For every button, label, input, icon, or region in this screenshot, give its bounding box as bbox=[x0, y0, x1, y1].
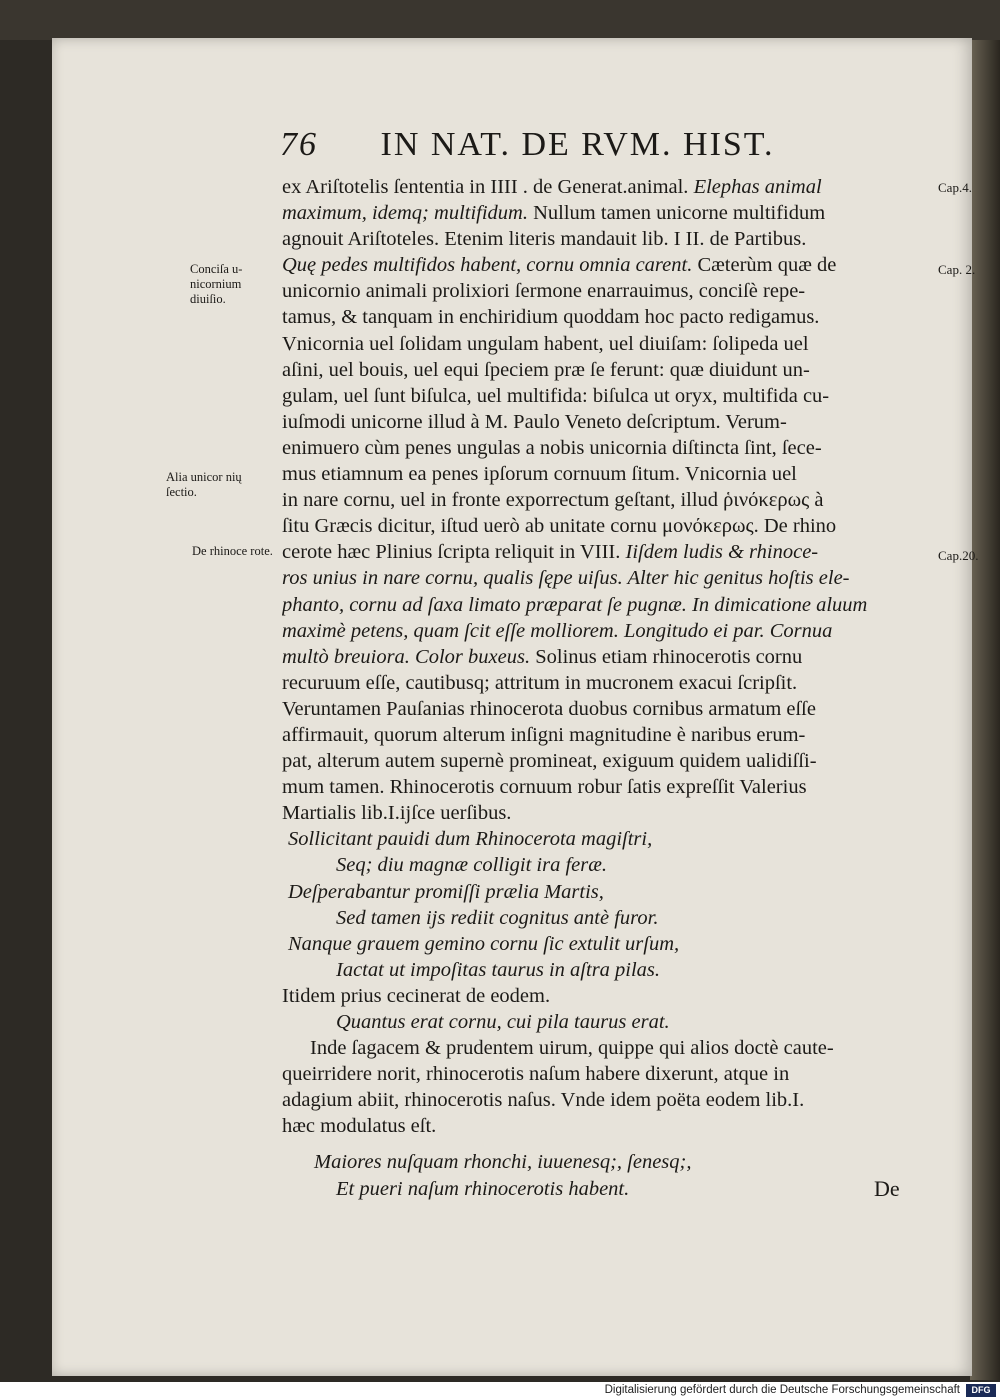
verse-line bbox=[282, 957, 930, 983]
text-line bbox=[282, 304, 930, 330]
roman-text: queirridere norit, rhinocerotis naſum habere dixerunt, atque in bbox=[282, 1063, 790, 1086]
roman-text: mum tamen. Rhinocerotis cornuum robur ſatis expreſſit Valerius bbox=[282, 776, 807, 799]
roman-text: pat, alterum autem supernè promineat, exiguum quidem ualidiſſi- bbox=[282, 750, 817, 773]
roman-text: unicornio animali prolixiori ſermone enarrauimus, conciſè repe- bbox=[282, 280, 806, 303]
text-line bbox=[282, 983, 930, 1009]
verse-text: Deſperabantur promiſſi prælia Martis, bbox=[288, 880, 604, 903]
text-line bbox=[282, 409, 930, 435]
roman-text: Inde ſagacem & prudentem uirum, quippe qui alios doctè caute- bbox=[310, 1037, 834, 1060]
italic-text: ros unius in nare cornu, qualis ſępe uiſus. Alter hic genitus hoſtis ele- bbox=[282, 567, 850, 590]
text-line bbox=[282, 513, 930, 539]
roman-text: ſitu Græcis dicitur, iſtud uerò ab unitate cornu μονόκερως. De rhino bbox=[282, 515, 837, 538]
text-line bbox=[282, 174, 930, 200]
text-line bbox=[282, 1061, 930, 1087]
chapter-note-3: Cap.20. bbox=[938, 548, 979, 563]
text-line bbox=[282, 435, 930, 461]
verse-line bbox=[282, 852, 930, 878]
verse-text: Et pueri naſum rhinocerotis habent. bbox=[336, 1177, 630, 1200]
text-line bbox=[282, 592, 930, 618]
italic-text: Quę pedes multifidos habent, cornu omnia carent. bbox=[282, 254, 693, 277]
roman-text: recuruum eſſe, cautibusq; attritum in mucronem exacui ſcripſit. bbox=[282, 671, 798, 694]
roman-text: Itidem prius cecinerat de eodem. bbox=[282, 984, 551, 1007]
chapter-note-1: Cap.4. bbox=[938, 180, 972, 195]
roman-text: ex Ariſtotelis ſententia in IIII . de Generat.animal. bbox=[282, 176, 694, 198]
page-header bbox=[280, 126, 840, 166]
roman-text: Solinus etiam rhinocerotis cornu bbox=[530, 645, 803, 668]
italic-text: Iiſdem ludis & rhinoce- bbox=[625, 541, 819, 564]
roman-text: affirmauit, quorum alterum inſigni magnitudine è naribus erum- bbox=[282, 723, 806, 746]
dfg-logo: DFG bbox=[966, 1384, 996, 1397]
catchword: De bbox=[874, 1176, 900, 1201]
verse-line bbox=[282, 826, 930, 852]
roman-text: Nullum tamen unicorne multifidum bbox=[527, 202, 826, 225]
roman-text: Vnicornia uel ſolidam ungulam habent, uel diuiſam: ſolipeda uel bbox=[282, 332, 809, 355]
verse-line bbox=[282, 905, 930, 931]
text-line bbox=[282, 487, 930, 513]
page-number: 76 bbox=[280, 126, 318, 163]
verse-line bbox=[282, 931, 930, 957]
digitization-footer bbox=[0, 1382, 1000, 1400]
text-line bbox=[282, 1035, 930, 1061]
italic-text: phanto, cornu ad ſaxa limato præparat ſe pugnæ. In dimicatione aluum bbox=[282, 593, 868, 616]
roman-text: cerote hæc Plinius ſcripta reliquit in VIII. bbox=[282, 541, 626, 564]
roman-text: iuſmodi unicorne illud à M. Paulo Veneto deſcriptum. Verum- bbox=[282, 410, 787, 433]
text-line bbox=[282, 800, 930, 826]
text-line bbox=[282, 618, 930, 644]
roman-text: tamus, & tanquam in enchiridium quoddam hoc pacto redigamus. bbox=[282, 306, 820, 329]
roman-text: gulam, uel ſunt biſulca, uel multifida: biſulca ut oryx, multifida cu- bbox=[282, 384, 830, 407]
italic-text: multò breuiora. Color buxeus. bbox=[282, 645, 531, 668]
text-line bbox=[282, 383, 930, 409]
text-line bbox=[282, 357, 930, 383]
verse-text: Quantus erat cornu, cui pila taurus erat. bbox=[336, 1011, 670, 1033]
roman-text: agnouit Ariſtoteles. Etenim literis mandauit lib. I II. de Partibus. bbox=[282, 228, 807, 251]
text-line bbox=[282, 200, 930, 226]
verse-text: Seq; diu magnæ colligit ira feræ. bbox=[336, 854, 608, 877]
text-line bbox=[282, 644, 930, 670]
text-line bbox=[282, 748, 930, 774]
text-line bbox=[282, 670, 930, 696]
verse-line bbox=[282, 879, 930, 905]
text-line bbox=[282, 461, 930, 487]
roman-text: in nare cornu, uel in fronte exporrectum geſtant, illud ῥινόκερως à bbox=[282, 489, 824, 512]
roman-text: adagium abiit, rhinocerotis naſus. Vnde idem poëta eodem lib.I. bbox=[282, 1089, 805, 1112]
verse-line bbox=[282, 1149, 930, 1175]
verse-text: Maiores nuſquam rhonchi, iuuenesq;, ſenesq;, bbox=[314, 1151, 692, 1174]
italic-text: maximum, idemq; multifidum. bbox=[282, 202, 528, 225]
roman-text: enimuero cùm penes ungulas a nobis unicornia diſtincta ſint, ſece- bbox=[282, 436, 822, 459]
text-line bbox=[282, 331, 930, 357]
text-line bbox=[282, 226, 930, 252]
text-line bbox=[282, 565, 930, 591]
chapter-note-2: Cap. 2. bbox=[938, 262, 976, 277]
text-line bbox=[282, 1113, 930, 1139]
book-edge bbox=[970, 40, 1000, 1380]
verse-line bbox=[282, 1009, 930, 1035]
roman-text: hæc modulatus eſt. bbox=[282, 1115, 437, 1138]
margin-note-rhinoceros: De rhinoce rote. bbox=[192, 544, 273, 558]
italic-text: maximè petens, quam ſcit eſſe molliorem. Longitudo ei par. Cornua bbox=[282, 619, 833, 642]
text-line bbox=[282, 696, 930, 722]
verse-text: Sollicitant pauidi dum Rhinocerota magiſtri, bbox=[288, 828, 653, 851]
verse-line bbox=[282, 1176, 930, 1202]
text-line bbox=[282, 278, 930, 304]
roman-text: Martialis lib.I.ijſce uerſibus. bbox=[282, 802, 512, 825]
roman-text: Veruntamen Pauſanias rhinocerota duobus cornibus armatum eſſe bbox=[282, 697, 816, 720]
main-text bbox=[282, 174, 930, 1202]
roman-text: aſini, uel bouis, uel equi ſpeciem præ ſe ferunt: quæ diuidunt un- bbox=[282, 358, 810, 381]
verse-text: Nanque grauem gemino cornu ſic extulit urſum, bbox=[288, 932, 680, 955]
italic-text: Elephas animal bbox=[693, 176, 822, 198]
text-line bbox=[282, 722, 930, 748]
roman-text: mus etiamnum ea penes ipſorum cornuum ſitum. Vnicornia uel bbox=[282, 463, 797, 486]
footer-credit: Digitalisierung gefördert durch die Deutsche Forschungsgemeinschaft bbox=[604, 1384, 960, 1396]
margin-note-section: Alia unicor nių ſectio. bbox=[166, 470, 242, 499]
margin-note-division: Conciſa u-nicornium diuiſio. bbox=[190, 262, 243, 306]
text-line bbox=[282, 539, 930, 565]
roman-text: Cæterùm quæ de bbox=[692, 254, 837, 277]
verse-text: Sed tamen ijs rediit cognitus antè furor. bbox=[336, 906, 659, 929]
text-line bbox=[282, 252, 930, 278]
scan-top-edge bbox=[0, 0, 1000, 40]
verse-text: Iactat ut impoſitas taurus in aſtra pilas. bbox=[336, 958, 661, 981]
text-line bbox=[282, 1087, 930, 1113]
text-line bbox=[282, 774, 930, 800]
running-title: IN NAT. DE RVM. HIST. bbox=[380, 126, 775, 163]
verse-spacer bbox=[282, 1139, 930, 1149]
